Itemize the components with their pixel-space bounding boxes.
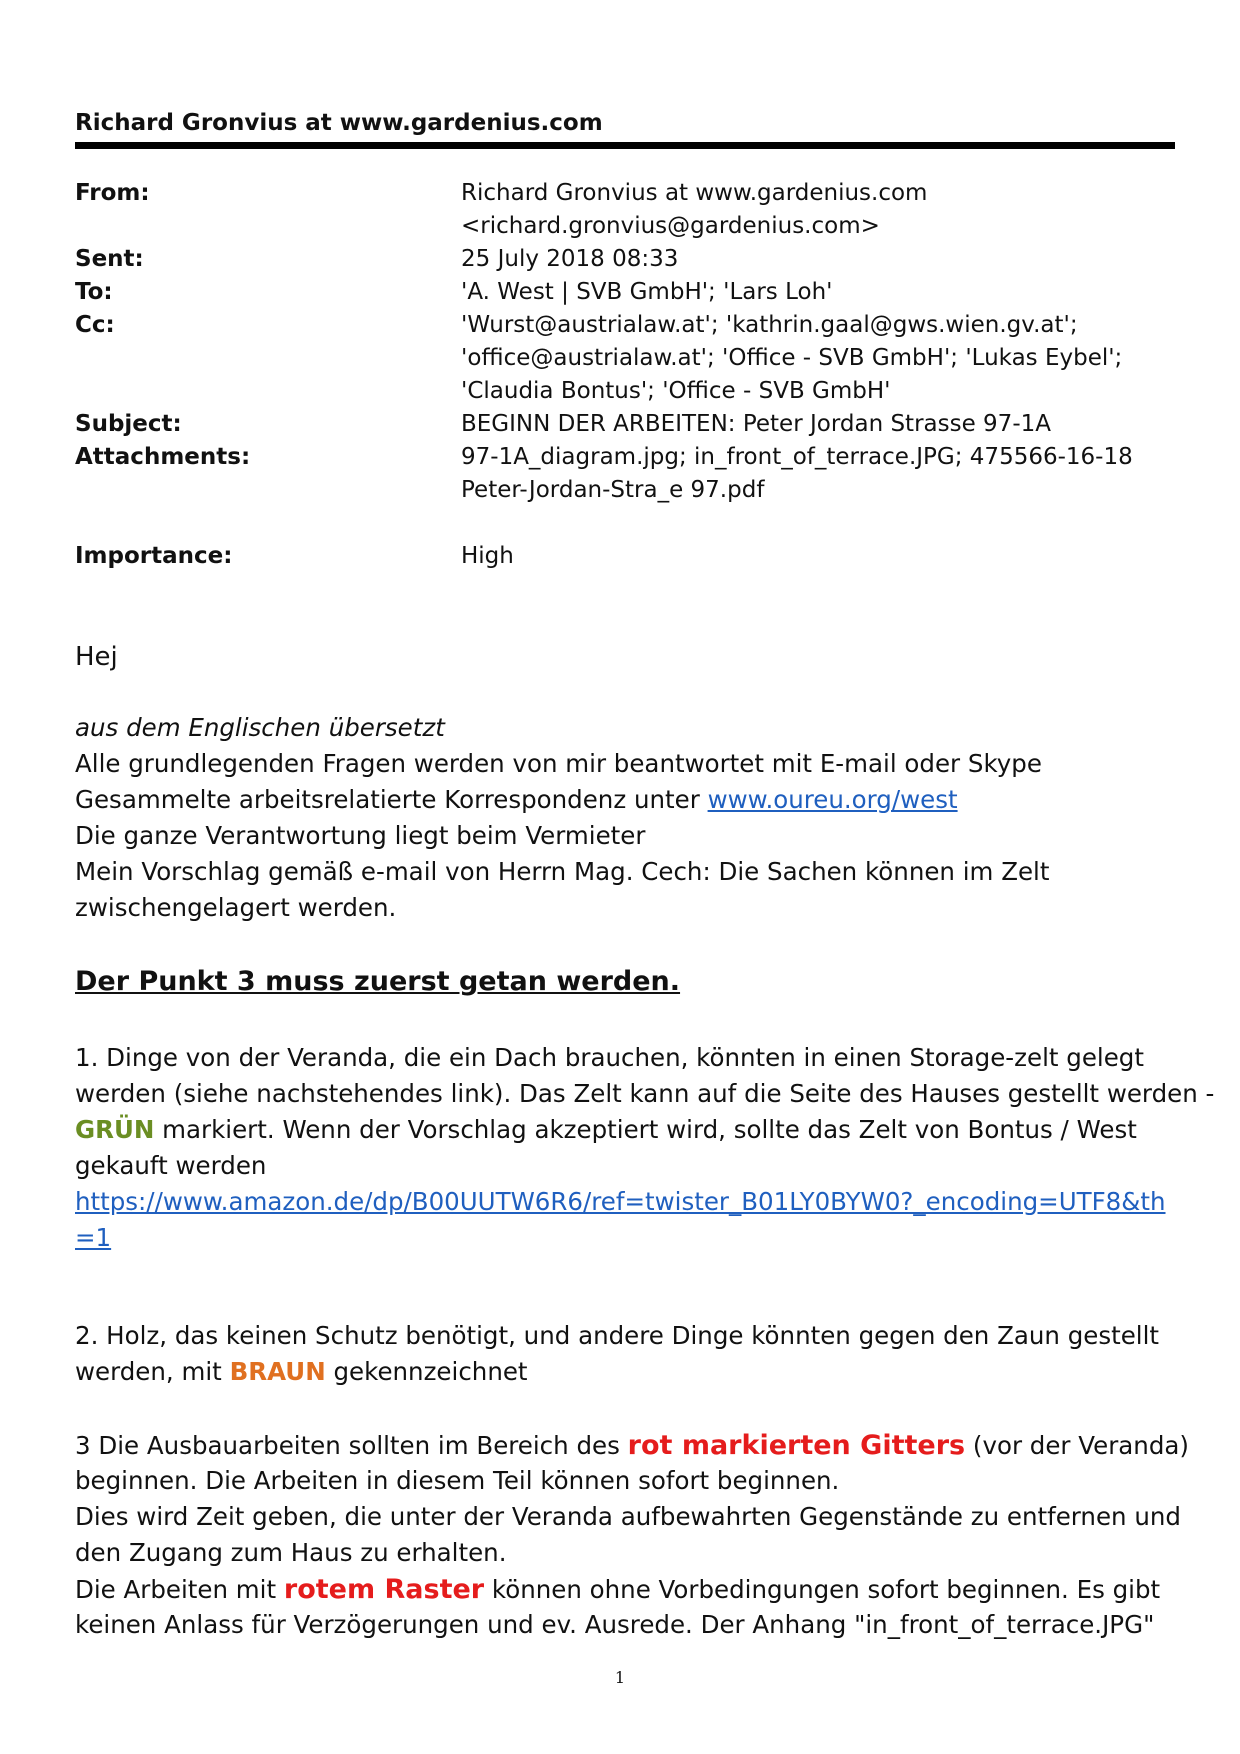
translation-note: aus dem Englischen übersetzt <box>75 713 445 742</box>
point2-line2-start: werden, mit <box>75 1357 230 1386</box>
point2-line2 <box>75 1357 528 1386</box>
attachments-label: Attachments: <box>75 444 251 470</box>
cc-label: Cc: <box>75 312 115 338</box>
correspondence-link[interactable]: www.oureu.org/west <box>707 785 958 814</box>
brown-marker-text: BRAUN <box>229 1357 326 1386</box>
subject-label: Subject: <box>75 411 182 437</box>
point1-line2: werden (siehe nachstehendes link). Das Zelt kann auf die Seite des Hauses gestellt werden - <box>75 1079 1215 1108</box>
amazon-link-line2[interactable]: =1 <box>75 1223 112 1252</box>
point3-line4: den Zugang zum Haus zu erhalten. <box>75 1538 507 1567</box>
responsibility-line: Die ganze Verantwortung liegt beim Vermieter <box>75 821 646 850</box>
green-marker-text: GRÜN <box>75 1115 155 1144</box>
from-label: From: <box>75 180 150 206</box>
red-grid-marker-text: rot markierten Gitters <box>627 1430 966 1461</box>
document-title: Richard Gronvius at www.gardenius.com <box>75 110 603 136</box>
subject-value: BEGINN DER ARBEITEN: Peter Jordan Strasse 97-1A <box>461 411 1051 437</box>
sent-label: Sent: <box>75 246 144 272</box>
sent-value: 25 July 2018 08:33 <box>461 246 679 272</box>
point1-line3 <box>75 1115 1137 1144</box>
greeting: Hej <box>75 642 118 672</box>
proposal-line-2: zwischengelagert werden. <box>75 893 397 922</box>
cc-value-line2: 'office@austrialaw.at'; 'Office - SVB GmbH'; 'Lukas Eybel'; <box>461 345 1123 371</box>
point3-line5-end: können ohne Vorbedingungen sofort beginnen. Es gibt <box>484 1575 1161 1604</box>
to-label: To: <box>75 279 113 305</box>
point3-line6: keinen Anlass für Verzögerungen und ev. Ausrede. Der Anhang "in_front_of_terrace.JPG" <box>75 1610 1155 1639</box>
point3-line1-start: 3 Die Ausbauarbeiten sollten im Bereich des <box>75 1431 628 1460</box>
cc-value-line1: 'Wurst@austrialaw.at'; 'kathrin.gaal@gws.wien.gv.at'; <box>461 312 1078 338</box>
point3-line3: Dies wird Zeit geben, die unter der Veranda aufbewahrten Gegenstände zu entfernen und <box>75 1502 1181 1531</box>
title-divider <box>75 142 1175 149</box>
point3-line1-end: (vor der Veranda) <box>965 1431 1189 1460</box>
to-value: 'A. West | SVB GmbH'; 'Lars Loh' <box>461 279 833 305</box>
point1-line3-text: markiert. Wenn der Vorschlag akzeptiert wird, sollte das Zelt von Bontus / West <box>154 1115 1137 1144</box>
amazon-link-line1[interactable]: https://www.amazon.de/dp/B00UUTW6R6/ref=twister_B01LY0BYW0?_encoding=UTF8&th <box>75 1187 1166 1216</box>
red-raster-marker-text: rotem Raster <box>283 1574 485 1605</box>
correspondence-text: Gesammelte arbeitsrelatierte Korrespondenz unter <box>75 785 708 814</box>
page-number: 1 <box>614 1668 626 1687</box>
point3-line1 <box>75 1430 1189 1461</box>
importance-value: High <box>461 543 514 569</box>
cc-value-line3: 'Claudia Bontus'; 'Office - SVB GmbH' <box>461 378 891 404</box>
point1-line1: 1. Dinge von der Veranda, die ein Dach brauchen, könnten in einen Storage-zelt gelegt <box>75 1043 1144 1072</box>
attachments-value-line2: Peter-Jordan-Stra_e 97.pdf <box>461 477 765 503</box>
point3-line5 <box>75 1574 1160 1605</box>
from-value-line1: Richard Gronvius at www.gardenius.com <box>461 180 928 206</box>
point2-line1: 2. Holz, das keinen Schutz benötigt, und andere Dinge könnten gegen den Zaun gestellt <box>75 1321 1160 1350</box>
attachments-value-line1: 97-1A_diagram.jpg; in_front_of_terrace.JPG; 475566-16-18 <box>461 444 1133 470</box>
importance-label: Importance: <box>75 543 233 569</box>
section-heading: Der Punkt 3 muss zuerst getan werden. <box>75 966 681 997</box>
point1-line4: gekauft werden <box>75 1151 267 1180</box>
from-value-line2: <richard.gronvius@gardenius.com> <box>461 213 880 239</box>
questions-line: Alle grundlegenden Fragen werden von mir beantwortet mit E-mail oder Skype <box>75 749 1042 778</box>
proposal-line-1: Mein Vorschlag gemäß e-mail von Herrn Mag. Cech: Die Sachen können im Zelt <box>75 857 1050 886</box>
point3-line5-start: Die Arbeiten mit <box>75 1575 284 1604</box>
correspondence-line <box>75 785 958 814</box>
point2-line2-end: gekennzeichnet <box>325 1357 528 1386</box>
point3-line2: beginnen. Die Arbeiten in diesem Teil können sofort beginnen. <box>75 1466 840 1495</box>
